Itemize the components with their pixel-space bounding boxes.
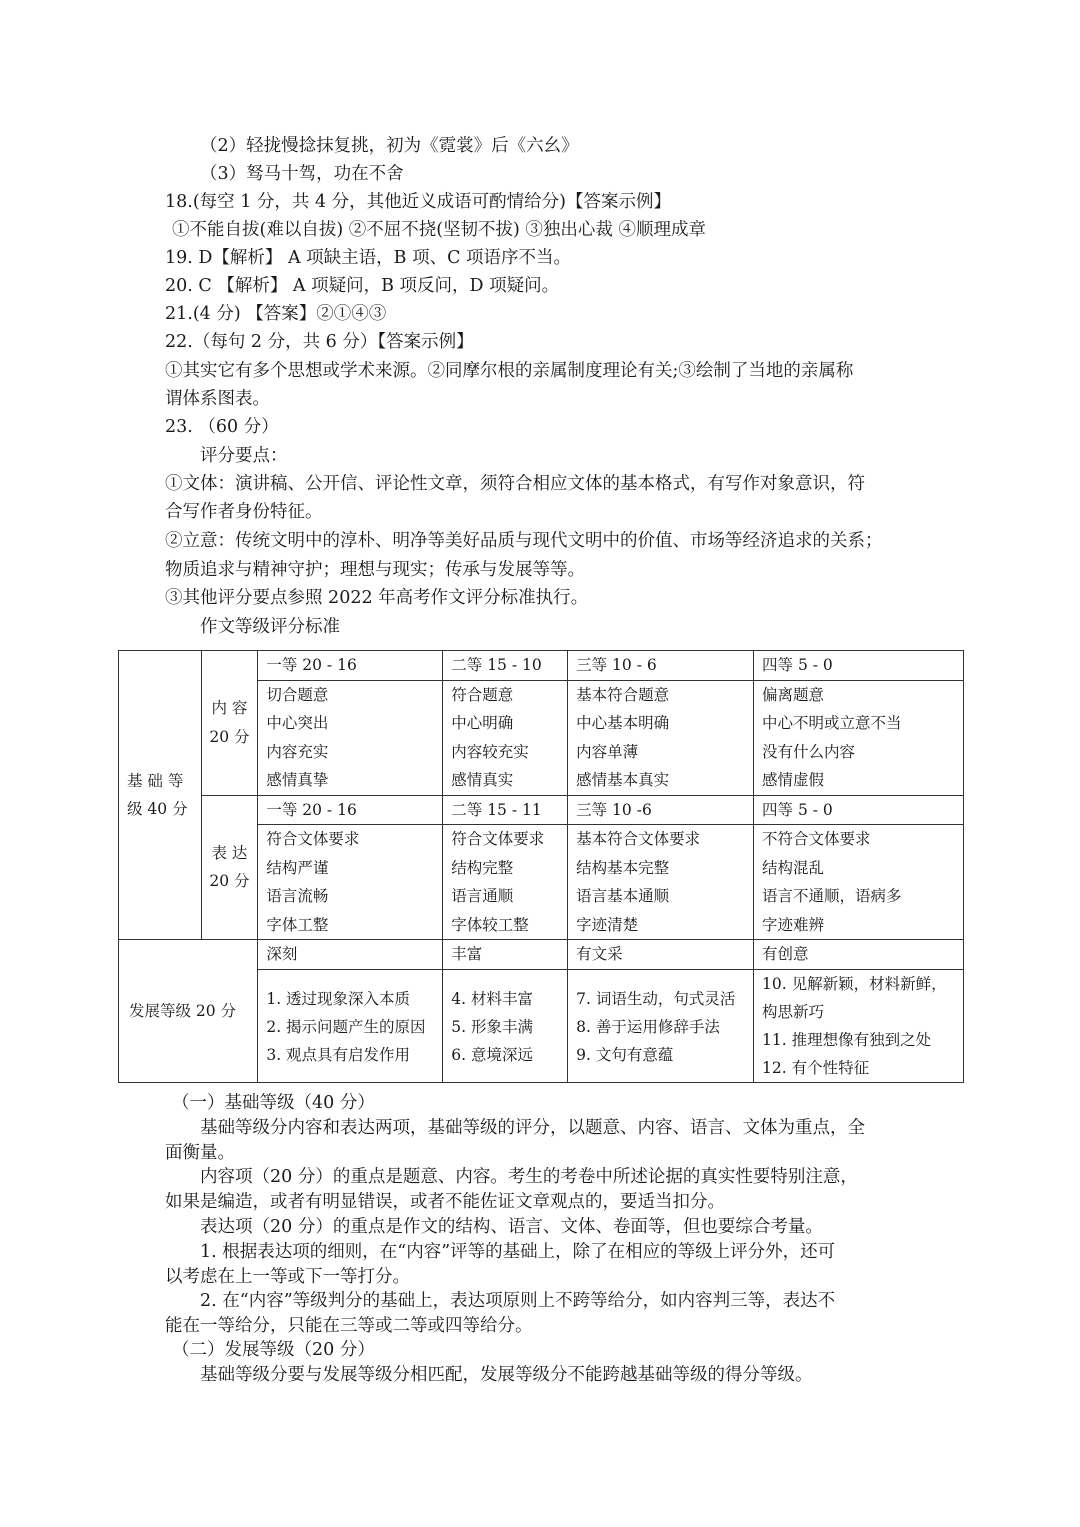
q19-answer: 19. D【解析】 A 项缺主语，B 项、C 项语序不当。 xyxy=(165,248,572,268)
content-grade-2-criteria: 符合题意 中心明确 内容较充实 感情真实 xyxy=(443,680,568,795)
q23-header: 23. （60 分） xyxy=(165,417,279,437)
basic-para-4-line-1: 1. 根据表达项的细则，在“内容”评等的基础上，除了在相应的等级上评分外，还可 xyxy=(200,1242,836,1262)
dev-depth-criteria: 1. 透过现象深入本质 2. 揭示问题产生的原因 3. 观点具有启发作用 xyxy=(258,969,443,1082)
content-grade-3-criteria: 基本符合题意 中心基本明确 内容单薄 感情基本真实 xyxy=(568,680,754,795)
development-level-title: （二）发展等级（20 分） xyxy=(172,1340,375,1360)
content-header-grade-2: 二等 15 - 10 xyxy=(443,651,568,681)
development-level-label: 发展等级 20 分 xyxy=(119,940,258,1083)
q22-answer-line-1: ①其实它有多个思想或学术来源。②同摩尔根的亲属制度理论有关;③绘制了当地的亲属称 xyxy=(165,361,854,381)
q23-points-title: 评分要点： xyxy=(200,446,288,466)
intro-line-2: （2）轻拢慢捻抹复挑，初为《霓裳》后《六幺》 xyxy=(200,136,579,156)
content-label: 内 容 20 分 xyxy=(201,651,258,796)
basic-para-5-line-1: 2. 在“内容”等级判分的基础上，表达项原则上不跨等给分，如内容判三等，表达不 xyxy=(200,1291,836,1311)
dev-creativity-criteria: 10. 见解新颖，材料新鲜， 构思新巧 11. 推理想像有独到之处 12. 有个性特征 xyxy=(754,969,964,1082)
essay-grading-table xyxy=(118,650,964,1083)
content-header-grade-4: 四等 5 - 0 xyxy=(754,651,964,681)
q20-answer: 20. C 【解析】 A 项疑问，B 项反问，D 项疑问。 xyxy=(165,276,560,296)
q21-answer: 21.(4 分) 【答案】②①④③ xyxy=(165,304,387,324)
content-grade-4-criteria: 偏离题意 中心不明或立意不当 没有什么内容 感情虚假 xyxy=(754,680,964,795)
table-title: 作文等级评分标准 xyxy=(200,617,340,637)
expression-grade-2-criteria: 符合文体要求 结构完整 语言通顺 字体较工整 xyxy=(443,825,568,940)
q18-header: 18.(每空 1 分，共 4 分，其他近义成语可酌情给分)【答案示例】 xyxy=(165,192,672,212)
content-header-grade-1: 一等 20 - 16 xyxy=(258,651,443,681)
dev-header-literary: 有文采 xyxy=(568,940,754,970)
q23-point-2-line-2: 物质追求与精神守护；理想与现实；传承与发展等等。 xyxy=(165,560,585,580)
development-para-1: 基础等级分要与发展等级分相匹配，发展等级分不能跨越基础等级的得分等级。 xyxy=(200,1365,813,1385)
intro-line-3: （3）驽马十驾，功在不舍 xyxy=(200,164,404,184)
expression-label: 表 达 20 分 xyxy=(201,795,258,940)
content-header-grade-3: 三等 10 - 6 xyxy=(568,651,754,681)
q23-point-2-line-1: ②立意：传统文明中的淳朴、明净等美好品质与现代文明中的价值、市场等经济追求的关系； xyxy=(165,531,883,551)
dev-literary-criteria: 7. 词语生动，句式灵活 8. 善于运用修辞手法 9. 文句有意蕴 xyxy=(568,969,754,1082)
dev-header-creativity: 有创意 xyxy=(754,940,964,970)
q22-answer-line-2: 谓体系图表。 xyxy=(165,389,270,409)
q23-point-1-line-1: ①文体：演讲稿、公开信、评论性文章，须符合相应文体的基本格式，有写作对象意识，符 xyxy=(165,474,865,494)
expression-header-grade-3: 三等 10 -6 xyxy=(568,795,754,825)
basic-level-title: （一）基础等级（40 分） xyxy=(172,1093,375,1113)
expression-header-grade-4: 四等 5 - 0 xyxy=(754,795,964,825)
basic-para-2-line-2: 如果是编造，或者有明显错误，或者不能佐证文章观点的，要适当扣分。 xyxy=(165,1192,725,1212)
expression-grade-3-criteria: 基本符合文体要求 结构基本完整 语言基本通顺 字迹清楚 xyxy=(568,825,754,940)
q23-point-1-line-2: 合写作者身份特征。 xyxy=(165,502,323,522)
dev-header-depth: 深刻 xyxy=(258,940,443,970)
q22-header: 22.（每句 2 分，共 6 分）【答案示例】 xyxy=(165,332,474,352)
basic-para-1-line-1: 基础等级分内容和表达两项，基础等级的评分，以题意、内容、语言、文体为重点，全 xyxy=(200,1118,865,1138)
content-grade-1-criteria: 切合题意 中心突出 内容充实 感情真挚 xyxy=(258,680,443,795)
expression-grade-4-criteria: 不符合文体要求 结构混乱 语言不通顺，语病多 字迹难辨 xyxy=(754,825,964,940)
dev-header-richness: 丰富 xyxy=(443,940,568,970)
expression-grade-1-criteria: 符合文体要求 结构严谨 语言流畅 字体工整 xyxy=(258,825,443,940)
basic-para-1-line-2: 面衡量。 xyxy=(165,1143,235,1163)
basic-para-4-line-2: 以考虑在上一等或下一等打分。 xyxy=(165,1267,410,1287)
basic-para-2-line-1: 内容项（20 分）的重点是题意、内容。考生的考卷中所述论据的真实性要特别注意， xyxy=(200,1167,858,1187)
q18-answer: ①不能自拔(难以自拔) ②不屈不挠(坚韧不拔) ③独出心裁 ④顺理成章 xyxy=(172,220,706,240)
q23-point-3: ③其他评分要点参照 2022 年高考作文评分标准执行。 xyxy=(165,588,589,608)
basic-level-label: 基 础 等 级 40 分 xyxy=(119,651,202,940)
dev-richness-criteria: 4. 材料丰富 5. 形象丰满 6. 意境深远 xyxy=(443,969,568,1082)
basic-para-5-line-2: 能在一等给分，只能在三等或二等或四等给分。 xyxy=(165,1316,533,1336)
expression-header-grade-2: 二等 15 - 11 xyxy=(443,795,568,825)
expression-header-grade-1: 一等 20 - 16 xyxy=(258,795,443,825)
basic-para-3: 表达项（20 分）的重点是作文的结构、语言、文体、卷面等，但也要综合考量。 xyxy=(200,1217,823,1237)
